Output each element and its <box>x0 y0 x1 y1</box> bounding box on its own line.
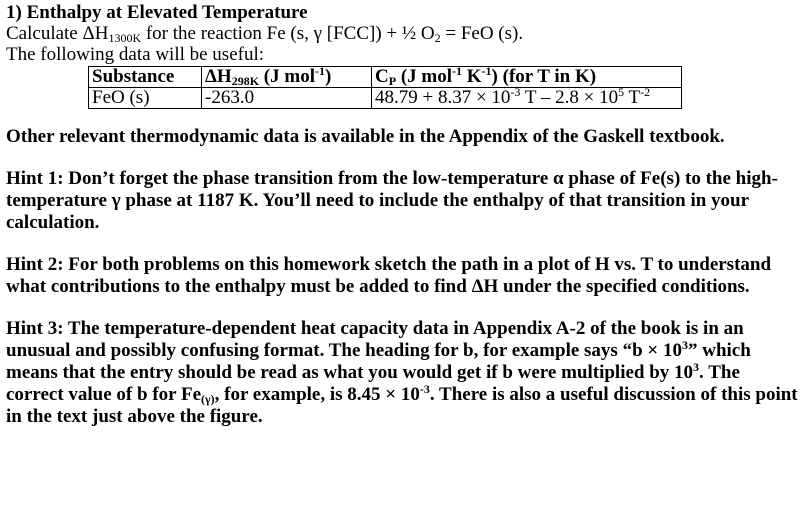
problem-title <box>6 2 806 23</box>
hint-3: Hint 3: The temperature-dependent heat capacity data in Appendix A-2 of the book is in an unusual and possibly confusing format. The heading for b, for example says “$b \times 10^3$” which means that the entry should be read as what you would get if b were multiplied by $10^3$. The correct value of b for $Fe_{(\gamma)}$, for example, is $8.45 \times 10^{-3}$. There is also a useful discussion of this point in the text just above the figure. <box>6 318 798 427</box>
header-heat-capacity: $C_P$ (J mol$^{-1}$ $K^{-1}$) (for T in K) <box>372 67 682 88</box>
appendix-note: Other relevant thermodynamic data is available in the Appendix of the Gaskell textbook. <box>6 126 725 147</box>
hint-2: Hint 2: For both problems on this homework sketch the path in a plot of H vs. T to understand what contributions to the enthalpy must be added to find ΔH under the specified conditions. <box>6 254 772 297</box>
cell-enthalpy: -263.0 <box>202 88 372 109</box>
document-page <box>6 2 806 428</box>
cell-substance: FeO (s) <box>89 88 202 109</box>
table-header-row <box>89 67 682 88</box>
problem-title-text: Enthalpy at Elevated Temperature <box>26 2 308 23</box>
problem-number: 1) <box>6 2 22 23</box>
cell-heat-capacity: $48.79 + 8.37 \times 10^{-3}$ $T - 2.8 \times 10^5$ $T^{-2}$ <box>372 88 682 109</box>
data-intro: The following data will be useful: <box>6 44 265 65</box>
header-substance: Substance <box>89 67 202 88</box>
problem-instruction: Calculate $\Delta H_{1300K}$ for the reaction Fe (s, γ [FCC]) + ½ $O_2$ = FeO (s). <box>6 23 524 45</box>
thermo-data-table <box>88 66 682 109</box>
table-row <box>89 88 682 109</box>
hint-1: Hint 1: Don’t forget the phase transition from the low-temperature α phase of Fe(s) to the high-temperature γ phase at 1187 K. You’ll need to include the enthalpy of that transition in your calculation. <box>6 168 778 233</box>
header-enthalpy: $\Delta H_{298K}$ (J mol$^{-1}$) <box>202 67 372 88</box>
